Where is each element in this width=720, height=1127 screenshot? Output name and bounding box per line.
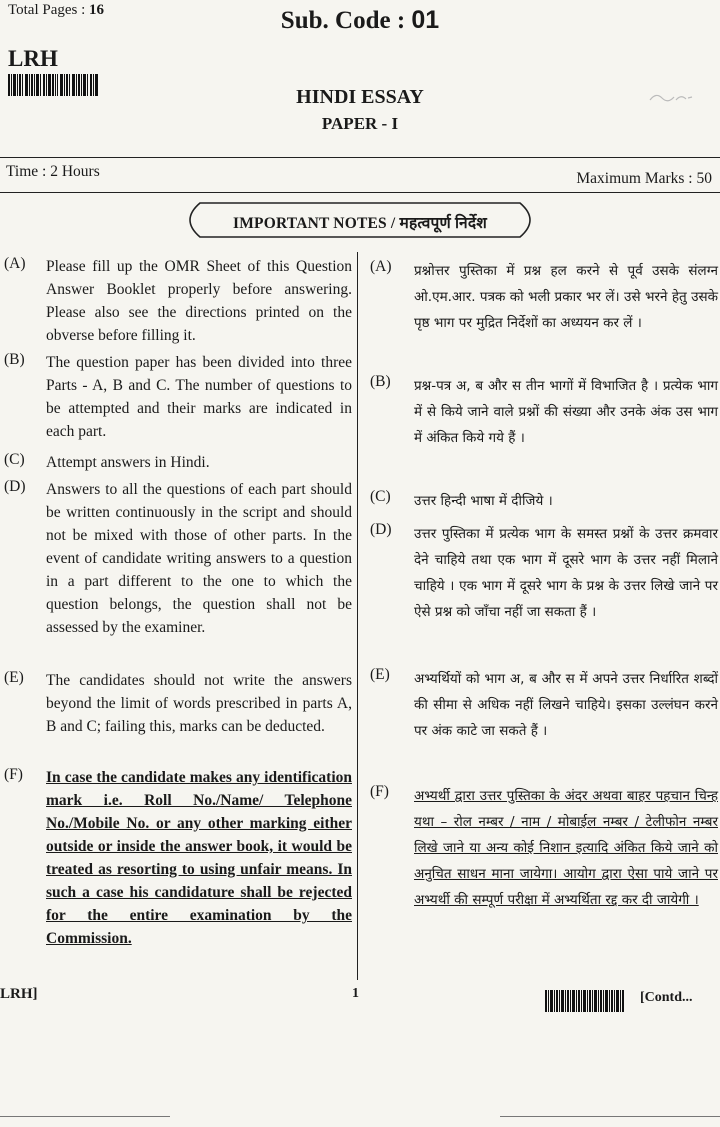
note-text: Answers to all the questions of each part should be written continuously in the script and should not be mixed with those of other parts. In the event of candidate writing answers to a question in a part different to the one to which the question belongs, the question shall not be assessed by the examiner. [46,481,352,636]
note-text-warning: अभ्यर्थी द्वारा उत्तर पुस्तिका के अंदर अथवा बाहर पहचान चिन्ह यथा – रोल नम्बर / नाम / मोबाईल नम्बर / टेलीफोन नम्बर लिखे जाने या अन्य कोई निशान इत्यादि अंकित किये जाने को अनुचित साधन माना जायेगा। आयोग द्वारा ऐसा पाये जाने पर अभ्यर्थी की सम्पूर्ण परीक्षा में अभ्यर्थिता रद्द कर दी जायेगी । [414,788,718,908]
scan-edge-line [0,1116,170,1117]
footer-barcode-icon [545,990,625,1012]
total-pages: Total Pages : 16 [8,2,105,18]
important-notes-heading: IMPORTANT NOTES / महत्वपूर्ण निर्देश [232,215,488,232]
note-text: प्रश्न-पत्र अ, ब और स तीन भागों में विभाजित है । प्रत्येक भाग में से किये जाने वाले प्रश्नों की संख्या और उनके अंक उस भाग में अंकित किये गये हैं । [414,378,718,446]
faint-stamp-mark [648,88,694,106]
note-text: Please fill up the OMR Sheet of this Question Answer Booklet properly before answering. Please also see the directions printed on the obverse before filling it. [46,258,352,344]
note-text: उत्तर हिन्दी भाषा में दीजिये । [414,493,553,509]
maximum-marks: Maximum Marks : 50 [576,170,712,187]
meta-divider [0,192,720,193]
paper-number: PAPER - I [321,114,399,133]
paper-title: HINDI ESSAY [296,86,424,108]
note-text: The question paper has been divided into three Parts - A, B and C. The number of questions to be attempted and their marks are indicated in each part. [46,354,352,440]
note-text: अभ्यर्थियों को भाग अ, ब और स में अपने उत्तर निर्धारित शब्दों की सीमा से अधिक नहीं लिखने चाहिये। इसका उल्लंघन करने पर अंक काटे जा सकते हैं । [414,671,718,739]
note-text-warning: In case the candidate makes any identification mark i.e. Roll No./Name/ Telephone No./Mobile No. or any other marking either outside or inside the answer book, it would be treated as resorting to using unfair means. In such a case his candidature shall be rejected for the entire examination by the Commission. [46,769,352,947]
continued-marker: [Contd... [640,990,693,1005]
page-number: 1 [352,986,359,1001]
scan-edge-line [500,1116,720,1117]
note-text: The candidates should not write the answers beyond the limit of words prescribed in parts A, B and C; failing this, marks can be deducted. [46,672,352,735]
sub-code: Sub. Code : 01 [280,6,440,34]
series-code: LRH [8,46,58,71]
note-text: उत्तर पुस्तिका में प्रत्येक भाग के समस्त प्रश्नों के उत्तर क्रमवार देने चाहिये तथा एक भाग में दूसरे भाग के उत्तर नहीं मिलाने चाहिये । एक भाग में दूसरे भाग के प्रश्न के उत्तर लिखे जाने पर ऐसे प्रश्न को जाँचा नहीं जा सकता हैं । [414,526,718,620]
note-text: Attempt answers in Hindi. [46,454,210,471]
time-allowed: Time : 2 Hours [6,163,100,180]
note-text: प्रश्नोत्तर पुस्तिका में प्रश्न हल करने से पूर्व उसके संलग्न ओ.एम.आर. पत्रक को भली प्रकार भर लें। उसे भरने हेतु उसके पृष्ठ भाग पर मुद्रित निर्देशों का अध्ययन कर लें । [414,263,718,331]
header-divider [0,157,720,158]
footer-series: LRH] [0,986,38,1002]
column-divider [357,252,358,980]
